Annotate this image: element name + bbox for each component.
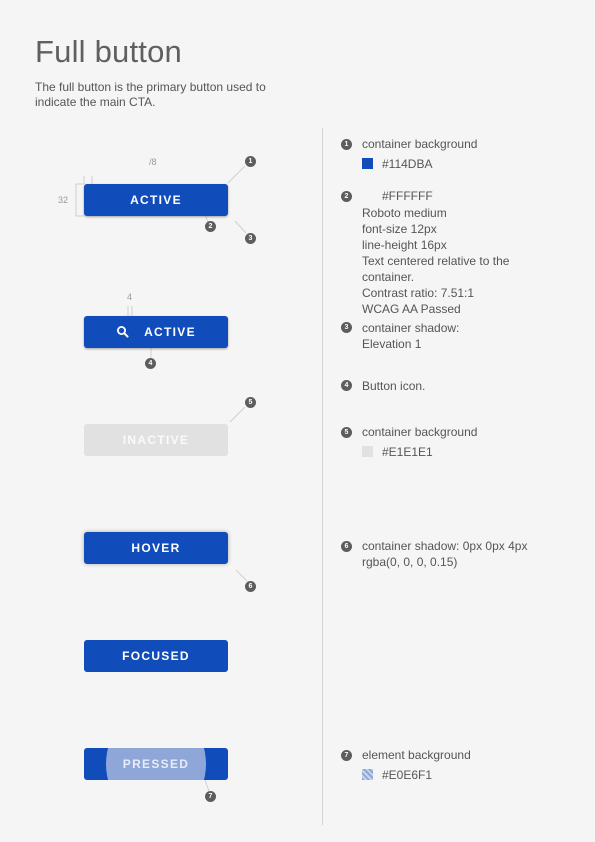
marker-7: 7 <box>205 791 216 802</box>
annotation-1-color: #114DBA <box>382 157 433 171</box>
swatch-primary <box>362 158 373 169</box>
annotation-7-label: element background <box>362 748 471 762</box>
swatch-pressed <box>362 769 373 780</box>
pressed-button[interactable] <box>84 748 228 780</box>
icon-gap-dimension-label: 4 <box>127 292 133 302</box>
annotation-marker-1: 1 <box>341 139 352 150</box>
annotation-7-color: #E0E6F1 <box>382 768 433 782</box>
active-icon-button-label: ACTIVE <box>144 325 196 339</box>
annotation-2-line-4: Text centered relative to the container. <box>362 254 510 284</box>
annotation-2-line-1: Roboto medium <box>362 206 447 220</box>
annotation-marker-6: 6 <box>341 541 352 552</box>
annotation-2-line-5: Contrast ratio: 7.51:1 <box>362 286 475 300</box>
annotation-2-line-6: WCAG AA Passed <box>362 302 461 316</box>
annotation-1-label: container background <box>362 137 478 151</box>
annotation-5-label: container background <box>362 425 478 439</box>
swatch-inactive <box>362 446 373 457</box>
height-dimension-label: 32 <box>58 195 69 205</box>
active-button-label: ACTIVE <box>130 193 182 207</box>
marker-5: 5 <box>245 397 256 408</box>
inactive-button <box>84 424 228 456</box>
hover-button[interactable] <box>84 532 228 564</box>
annotation-2-line-2: font-size 12px <box>362 222 437 236</box>
annotation-6-label: container shadow: 0px 0px 4px <box>362 539 528 553</box>
inactive-button-label: INACTIVE <box>122 433 190 447</box>
marker-4: 4 <box>145 358 156 369</box>
hover-button-label: HOVER <box>131 541 181 555</box>
marker-6: 6 <box>245 581 256 592</box>
annotation-5-color: #E1E1E1 <box>382 445 433 459</box>
annotation-4-label: Button icon. <box>362 379 426 393</box>
annotation-marker-3: 3 <box>341 322 352 333</box>
focused-button[interactable] <box>84 640 228 672</box>
annotation-marker-5: 5 <box>341 427 352 438</box>
active-icon-button[interactable] <box>84 316 228 348</box>
focused-button-label: FOCUSED <box>122 649 190 663</box>
marker-3: 3 <box>245 233 256 244</box>
pressed-button-label: PRESSED <box>122 757 190 771</box>
annotation-3-detail: Elevation 1 <box>362 337 422 351</box>
page-title: Full button <box>35 34 182 69</box>
annotation-2-color: #FFFFFF <box>382 189 433 203</box>
search-icon <box>116 325 130 339</box>
annotation-marker-2: 2 <box>341 191 352 202</box>
marker-2: 2 <box>205 221 216 232</box>
annotation-marker-4: 4 <box>341 380 352 391</box>
marker-1: 1 <box>245 156 256 167</box>
annotation-marker-7: 7 <box>341 750 352 761</box>
padding-dimension-label: /8 <box>149 157 157 167</box>
active-button[interactable] <box>84 184 228 216</box>
annotation-3-label: container shadow: <box>362 321 460 335</box>
annotation-6-detail: rgba(0, 0, 0, 0.15) <box>362 555 458 569</box>
annotation-2-line-3: line-height 16px <box>362 238 447 252</box>
page-subtitle: The full button is the primary button used to indicate the main CTA. <box>35 80 266 109</box>
